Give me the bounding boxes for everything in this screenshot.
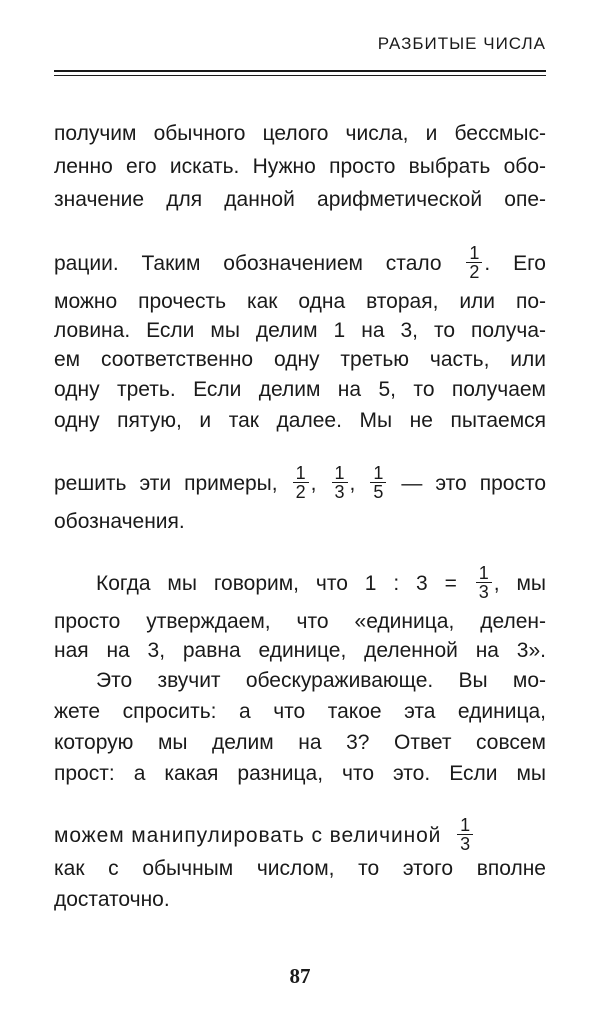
fraction-one-half [293,464,309,501]
page-number: 87 [289,964,311,988]
text-line: достаточно. [54,888,170,911]
fraction-numerator: 1 [295,463,306,483]
text-line: Это звучит обескураживающе. Вы мо- [96,669,546,692]
text-line-with-fractions [54,463,547,503]
fraction-denominator: 3 [457,834,473,853]
text-line-with-fraction [96,563,546,603]
text-line-with-fraction [54,815,546,855]
text-line: которую мы делим на 3? Ответ совсем [54,731,546,754]
text-line: прост: а какая разница, что это. Если мы [54,762,546,785]
text-line: жете спросить: а что такое эта единица, [54,700,546,723]
text-segment: можем манипулировать с величиной [54,824,442,848]
text-line: получим обычного целого числа, и бессмыс- [54,122,546,145]
text-line: ем соответственно одну третью часть, или [54,348,546,371]
text-line: просто утверждаем, что «единица, делен- [54,610,546,633]
text-segment: рации. Таким обозначением стало [54,252,442,276]
text-line: одну пятую, и так далее. Мы не пытаемся [54,409,546,432]
fraction-one-third [457,816,473,853]
comma: , [310,472,317,496]
text-line: можно прочесть как одна вторая, или по- [54,290,546,313]
text-line: значение для данной арифметической опе- [54,188,546,211]
fraction-denominator: 5 [370,482,386,501]
text-segment: . Его [484,252,546,276]
text-line: ловина. Если мы делим 1 на 3, то получа- [54,319,546,342]
text-line: обозначения. [54,510,185,533]
fraction-denominator: 2 [293,482,309,501]
text-line: как с обычным числом, то этого вполне [54,857,546,880]
fraction-denominator: 3 [476,582,492,601]
fraction-denominator: 2 [466,262,482,281]
text-segment: решить эти примеры, [54,472,278,496]
fraction-numerator: 1 [460,815,471,835]
fraction-one-fifth [370,464,386,501]
fraction-denominator: 3 [332,482,348,501]
running-header: РАЗБИТЫЕ ЧИСЛА [377,34,546,53]
fraction-one-third [332,464,348,501]
fraction-one-half [466,244,482,281]
fraction-numerator: 1 [478,563,489,583]
fraction-numerator: 1 [469,243,480,263]
text-segment: Когда мы говорим, что 1 : 3 = [96,572,457,596]
text-line: одну треть. Если делим на 5, то получаем [54,378,546,401]
fraction-numerator: 1 [334,463,345,483]
fraction-numerator: 1 [373,463,384,483]
fraction-one-third [476,564,492,601]
text-line-with-fraction [54,243,546,283]
header-rule-thin [54,75,546,76]
text-segment: — это просто [401,472,547,496]
text-line: ленно его искать. Нужно просто выбрать обо- [54,155,546,178]
header-rule-thick [54,70,546,72]
comma: , [349,472,356,496]
text-line: ная на 3, равна единице, деленной на 3». [54,639,546,662]
text-segment: , мы [493,572,546,596]
